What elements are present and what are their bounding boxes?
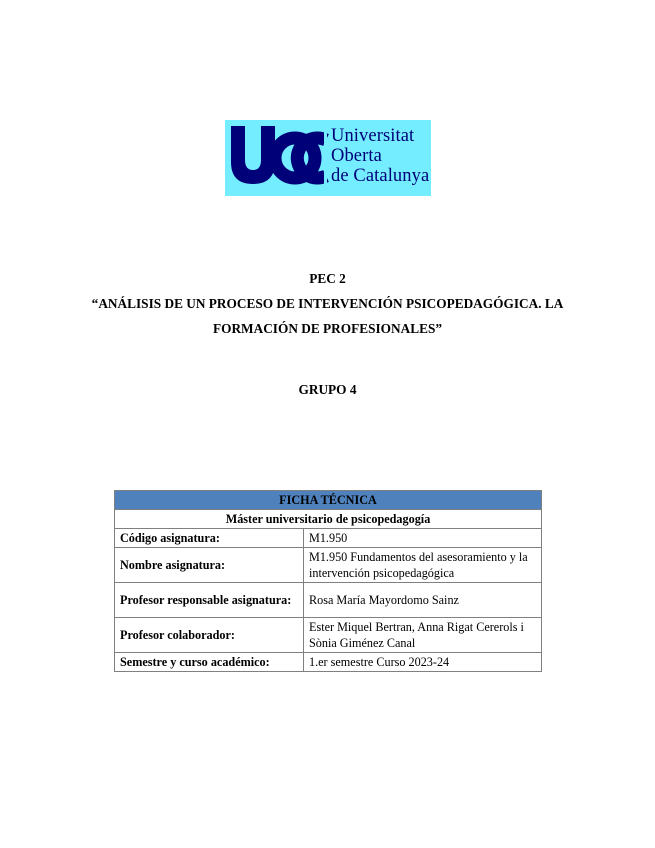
row-value: M1.950 Fundamentos del asesoramiento y la intervención psicopedagógica <box>304 548 542 583</box>
table-header: FICHA TÉCNICA <box>115 491 542 510</box>
logo-line-3: de Catalunya <box>331 166 430 186</box>
table-row <box>115 653 542 672</box>
logo-line-1: Universitat <box>331 126 415 146</box>
row-label: Profesor colaborador: <box>115 618 304 653</box>
uoc-logo <box>225 120 431 196</box>
title-line-1: “ANÁLISIS DE UN PROCESO DE INTERVENCIÓN PSICOPEDAGÓGICA. LA <box>91 296 564 311</box>
document-title <box>0 291 655 341</box>
row-value: Rosa María Mayordomo Sainz <box>304 583 542 618</box>
pec-label: PEC 2 <box>309 271 346 286</box>
table-subheader-row <box>115 510 542 529</box>
uoc-logo-text <box>331 126 429 186</box>
ficha-tecnica-table <box>114 490 542 672</box>
table-header-row <box>115 491 542 510</box>
row-label: Código asignatura: <box>115 529 304 548</box>
row-value: Ester Miquel Bertran, Anna Rigat Cererols i Sònia Giménez Canal <box>304 618 542 653</box>
row-label: Profesor responsable asignatura: <box>115 583 304 618</box>
title-line-2: FORMACIÓN DE PROFESIONALES” <box>212 321 443 336</box>
table-row <box>115 618 542 653</box>
table-subheader: Máster universitario de psicopedagogía <box>115 510 542 529</box>
table-row <box>115 583 542 618</box>
row-value: 1.er semestre Curso 2023-24 <box>304 653 542 672</box>
table-row <box>115 548 542 583</box>
logo-line-2: Oberta <box>331 146 382 166</box>
row-value: M1.950 <box>304 529 542 548</box>
table-row <box>115 529 542 548</box>
row-label: Semestre y curso académico: <box>115 653 304 672</box>
row-label: Nombre asignatura: <box>115 548 304 583</box>
group-label: GRUPO 4 <box>298 382 357 397</box>
